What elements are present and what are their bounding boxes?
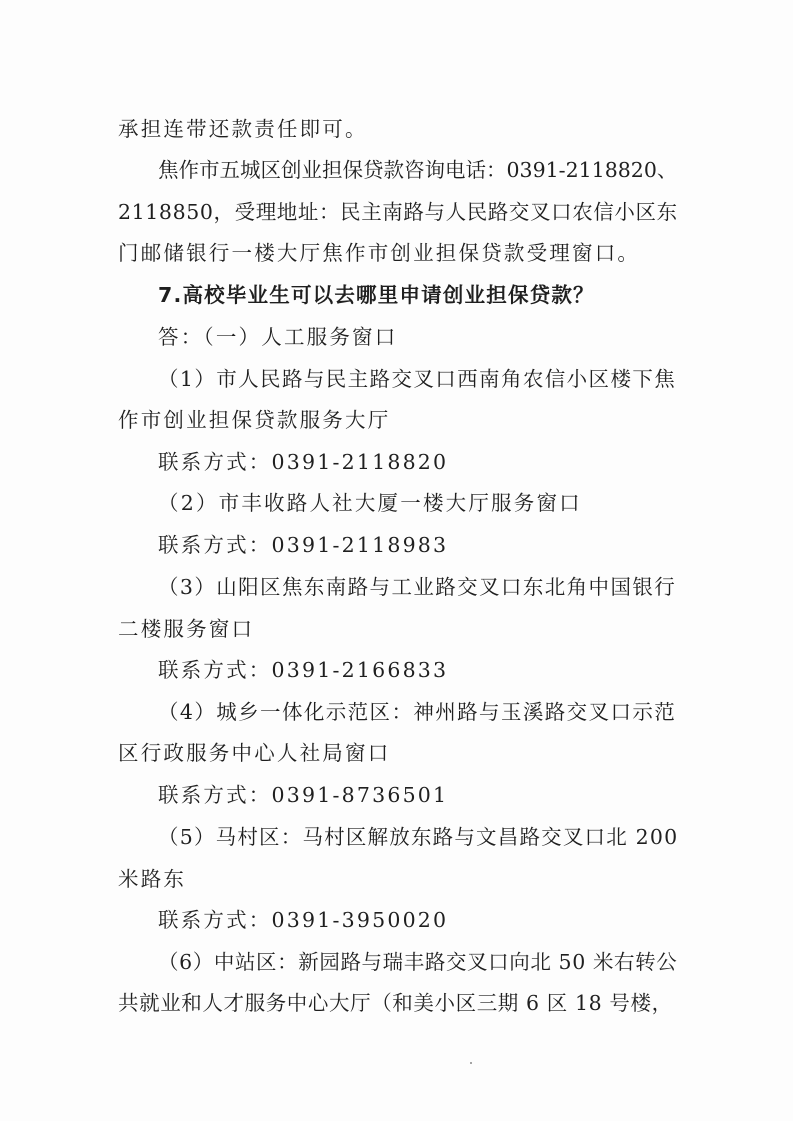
paragraph-line: 2118850，受理地址：民主南路与人民路交叉口农信小区东 [118,200,678,224]
contact-line: 联系方式：0391-2118820 [158,450,449,474]
paragraph-line: （3）山阳区焦东南路与工业路交叉口东北角中国银行 [158,575,677,599]
paragraph-line: （6）中站区：新园路与瑞丰路交叉口向北 50 米右转公 [158,950,678,974]
contact-line: 联系方式：0391-8736501 [158,783,449,807]
scan-speck [470,1062,472,1064]
paragraph-line: 区行政服务中心人社局窗口 [118,741,391,765]
paragraph-line: 米路东 [118,867,187,891]
paragraph-line: 门邮储银行一楼大厅焦作市创业担保贷款受理窗口。 [118,241,641,265]
paragraph-line: 答：（一）人工服务窗口 [158,325,398,349]
paragraph-line: 二楼服务窗口 [118,617,255,641]
paragraph-line: （1）市人民路与民主路交叉口西南角农信小区楼下焦 [158,367,677,391]
section-heading: 7.高校毕业生可以去哪里申请创业担保贷款？ [158,283,595,307]
contact-line: 联系方式：0391-2166833 [158,658,449,682]
contact-line: 联系方式：0391-3950020 [158,908,449,932]
paragraph-line: 焦作市五城区创业担保贷款咨询电话：0391-2118820、 [158,158,678,182]
paragraph-line: 承担连带还款责任即可。 [118,117,368,141]
paragraph-line: 作市创业担保贷款服务大厅 [118,408,391,432]
paragraph-line: （4）城乡一体化示范区：神州路与玉溪路交叉口示范 [158,700,677,724]
paragraph-line: （2）市丰收路人社大厦一楼大厅服务窗口 [158,491,582,515]
contact-line: 联系方式：0391-2118983 [158,533,449,557]
paragraph-line: 共就业和人才服务中心大厅（和美小区三期 6 区 18 号楼， [118,991,673,1015]
paragraph-line: （5）马村区：马村区解放东路与文昌路交叉口北 200 [158,825,679,849]
